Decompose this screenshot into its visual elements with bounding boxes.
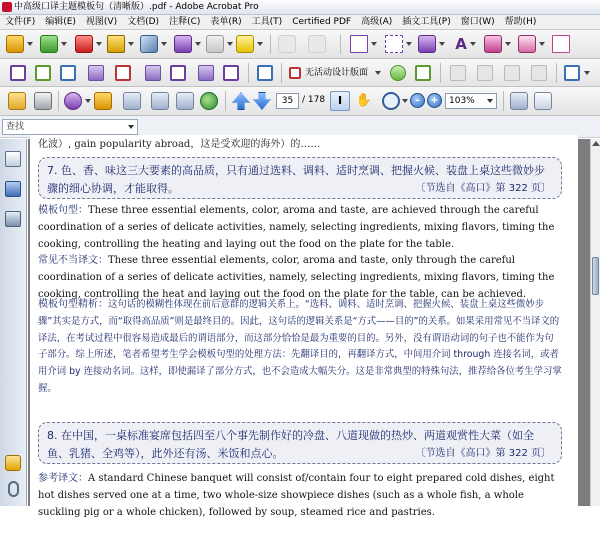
list-field-icon[interactable]	[88, 65, 104, 81]
forms-toolbar	[0, 59, 600, 87]
source-sentence-box	[38, 157, 562, 199]
wrong-label: 常见不当译文：	[38, 255, 108, 266]
chevron-down-icon[interactable]	[257, 42, 263, 46]
reference-paragraph	[38, 471, 562, 521]
wrong-text: These three essential elements, color, aroma and taste, only through the careful coordination of a series of delicate activities, namely, selecting ingredients, mixing flavors, timing the cooking, controlling the heat and laying out the food on the plate for the table, can be achieved.	[38, 255, 555, 300]
page-count: / 178	[302, 95, 326, 105]
scrollbar-thumb[interactable]	[592, 257, 599, 295]
template-paragraph	[38, 203, 562, 253]
zoom-level-select[interactable]: 103%	[445, 93, 497, 109]
create-pdf-icon[interactable]	[40, 35, 58, 53]
measure-icon[interactable]	[278, 35, 296, 53]
menu-forms[interactable]: 表单(R)	[210, 17, 242, 27]
item-8-chinese: 8. 在中国，一桌标准宴席包括四至八个事先制作好的冷盘、八道现做的热炒、两道观赏性大菜（如全鱼、乳猪、全鸡等），此外还有汤、米饭和点心。	[47, 429, 534, 460]
previous-page-icon[interactable]	[232, 92, 250, 110]
warning-field-icon[interactable]	[223, 65, 239, 81]
page-top-fragment: 化波）, gain popularity abroad，这是受欢迎的海外）的……	[38, 139, 321, 150]
save-icon[interactable]	[123, 92, 141, 110]
preview-form-icon[interactable]	[257, 65, 273, 81]
chevron-down-icon[interactable]	[227, 42, 233, 46]
analysis-label: 模板句型精析：	[38, 299, 108, 310]
fit-width-icon[interactable]	[534, 92, 552, 110]
menu-tools[interactable]: 工具(T)	[251, 17, 283, 27]
attach-file-icon[interactable]	[176, 92, 194, 110]
signature-field-icon[interactable]	[170, 65, 186, 81]
find-input[interactable]: 查找	[2, 119, 138, 135]
marquee-icon[interactable]	[385, 35, 403, 53]
toolbar-divider	[58, 91, 59, 111]
forms-icon[interactable]	[174, 35, 192, 53]
toolbar-divider	[248, 63, 249, 83]
bookmarks-panel-icon[interactable]	[5, 181, 21, 197]
chevron-down-icon[interactable]	[439, 42, 445, 46]
template-text: These three essential elements, color, aroma and taste, are achieved through the careful coordination of a series of delicate activities, namely, selecting ingredients, mixing flavors, timing the cooking, controlling the heating and laying out the food on the plate for the table.	[38, 205, 555, 250]
form-layout-icon[interactable]	[289, 67, 301, 79]
wrong-translation-paragraph	[38, 253, 562, 303]
toolbar-divider	[440, 63, 441, 83]
chevron-down-icon[interactable]	[85, 99, 91, 103]
window-title: 中高级口译主题模板句（清晰版）.pdf - Adobe Acrobat Pro	[14, 2, 259, 12]
pdf-page	[30, 135, 578, 535]
crop-icon[interactable]	[552, 35, 570, 53]
navigation-toolbar	[0, 87, 600, 116]
share-disabled-icon	[504, 65, 520, 81]
form-grid-icon[interactable]	[415, 65, 431, 81]
next-page-icon[interactable]	[253, 92, 271, 110]
hand-tool-icon[interactable]: ✋	[355, 93, 373, 108]
toolbar-divider	[556, 63, 557, 83]
menu-comments[interactable]: 注释(C)	[169, 17, 201, 27]
analysis-paragraph	[38, 297, 562, 398]
item-7-source: 〔节选自《高口》第 322 页〕	[415, 183, 551, 194]
page-number-input[interactable]	[276, 93, 299, 109]
reference-label: 参考译文：	[38, 473, 88, 484]
menu-advanced[interactable]: 高级(A)	[361, 17, 393, 27]
comment-bubble-icon[interactable]	[236, 35, 254, 53]
signatures-panel-icon[interactable]	[5, 211, 21, 227]
chevron-down-icon[interactable]	[584, 71, 590, 75]
fit-page-icon[interactable]	[510, 92, 528, 110]
email-icon[interactable]	[64, 92, 82, 110]
chevron-down-icon[interactable]	[402, 99, 408, 103]
sign-pen-icon[interactable]	[140, 35, 158, 53]
tasks-toolbar: A	[0, 30, 600, 59]
arrow-select-icon[interactable]	[350, 35, 368, 53]
toolbar-divider	[270, 34, 271, 54]
chevron-down-icon[interactable]	[61, 42, 67, 46]
layer-disabled-icon	[531, 65, 547, 81]
text-field-icon[interactable]	[10, 65, 26, 81]
toolbar-divider	[503, 91, 504, 111]
menu-plugin-tools[interactable]: 插文工具(P)	[402, 17, 451, 27]
print-icon[interactable]	[34, 92, 52, 110]
analysis-text: 这句话的模糊性体现在前后意群的逻辑关系上。“选料、调料、适时烹调、把握火候、装盘上桌这些微妙步骤”其实是方式，而“取得高品质”则是最终目的。因此，这句话的逻辑关系是“方式——目的”的关系。如果采用常见不当译文的译法，在考试过程中很容易造成最后的谓语部分，而这部分恰恰是最为重要的目的。另外，没有谓语动词的句子也不能作为句子部分。综上所述，笔者希望考生学会模板句型的处理方法：先翻译目的，再翻译方式，中间用介词 through 连接名词，或者用介词 by 连接动名词。这样，即使漏译了部分方式，也不会造成大幅失分。这是非常典型的特殊句法，推荐给各位考生学习掌握。	[38, 299, 562, 394]
menu-document[interactable]: 文档(D)	[127, 17, 160, 27]
navigation-pane	[0, 139, 27, 506]
comment-disabled-icon	[450, 65, 466, 81]
menu-file[interactable]: 文件(F)	[5, 17, 36, 27]
pages-panel-icon[interactable]	[5, 151, 21, 167]
form-tool-icon[interactable]	[390, 65, 406, 81]
combine-files-icon[interactable]	[75, 35, 93, 53]
zoom-in-button[interactable]: +	[427, 93, 442, 108]
select-tool-icon[interactable]	[308, 35, 326, 53]
barcode-field-icon[interactable]	[198, 65, 214, 81]
checkbox-field-icon[interactable]	[35, 65, 51, 81]
toolbar-options-icon[interactable]	[564, 65, 580, 81]
document-viewport[interactable]	[28, 139, 590, 518]
stamp-icon[interactable]	[518, 35, 536, 53]
menu-window[interactable]: 窗口(W)	[460, 17, 495, 27]
toolbar-divider	[281, 63, 282, 83]
chevron-down-icon[interactable]	[128, 42, 134, 46]
secure-lock-icon[interactable]	[107, 35, 125, 53]
item-7-chinese: 7. 色、香、味这三大要素的高品质，只有通过选料、调料、适时烹调、把握火候、装盘上桌这些微妙步骤的细心协调，才能取得。	[47, 164, 545, 195]
zoom-out-button[interactable]: –	[410, 93, 425, 108]
organizer-icon[interactable]	[6, 35, 24, 53]
menu-certified-pdf[interactable]: Certified PDF	[292, 17, 352, 27]
reference-text: A standard Chinese banquet will consist of/contain four to eight prepared cold dishes, eight hot dishes served one at a time, two whole-size showpiece dishes (such as a whole fish, a whole suckling pig or a whole chicken), followed by soup, steamed rice and pastries.	[38, 473, 555, 518]
email-attachment-icon[interactable]	[94, 92, 112, 110]
radio-field-icon[interactable]	[60, 65, 76, 81]
toolbar-divider	[225, 91, 226, 111]
title-bar	[0, 0, 600, 15]
chevron-down-icon[interactable]	[375, 71, 381, 75]
combo-field-icon[interactable]	[115, 65, 131, 81]
review-comment-icon[interactable]	[206, 35, 224, 53]
chevron-down-icon[interactable]	[406, 42, 412, 46]
highlight-pen-icon[interactable]	[484, 35, 502, 53]
chevron-down-icon[interactable]	[539, 42, 545, 46]
button-field-icon[interactable]	[145, 65, 161, 81]
menu-edit[interactable]: 编辑(E)	[45, 17, 76, 27]
source-sentence-box	[38, 422, 562, 464]
move-icon[interactable]	[418, 35, 436, 53]
vertical-scrollbar[interactable]	[590, 139, 600, 506]
form-layout-label[interactable]: 无活动设计版面	[305, 68, 369, 78]
menu-view[interactable]: 视图(V)	[85, 17, 118, 27]
menu-bar	[0, 15, 600, 30]
scroll-up-arrow-icon[interactable]	[592, 141, 600, 146]
chevron-down-icon[interactable]	[470, 42, 476, 46]
acrobat-app-icon	[2, 2, 12, 12]
chevron-down-icon[interactable]	[505, 42, 511, 46]
chevron-down-icon[interactable]	[96, 42, 102, 46]
save-copy-icon[interactable]	[151, 92, 169, 110]
review-disabled-icon	[477, 65, 493, 81]
chevron-down-icon[interactable]	[195, 42, 201, 46]
item-8-source: 〔节选自《高口》第 322 页〕	[415, 448, 551, 459]
open-folder-icon[interactable]	[8, 92, 26, 110]
chevron-down-icon[interactable]	[371, 42, 377, 46]
zoom-magnifier-icon[interactable]	[382, 92, 400, 110]
select-cursor-button[interactable]: I	[330, 91, 350, 111]
attachments-paperclip-icon[interactable]	[8, 481, 19, 497]
comments-panel-icon[interactable]	[5, 455, 21, 471]
template-label: 模板句型：	[38, 205, 88, 216]
chevron-down-icon[interactable]	[161, 42, 167, 46]
menu-help[interactable]: 帮助(H)	[504, 17, 537, 27]
toolbar-divider	[340, 34, 341, 54]
web-capture-icon[interactable]	[200, 92, 218, 110]
chevron-down-icon[interactable]	[27, 42, 33, 46]
